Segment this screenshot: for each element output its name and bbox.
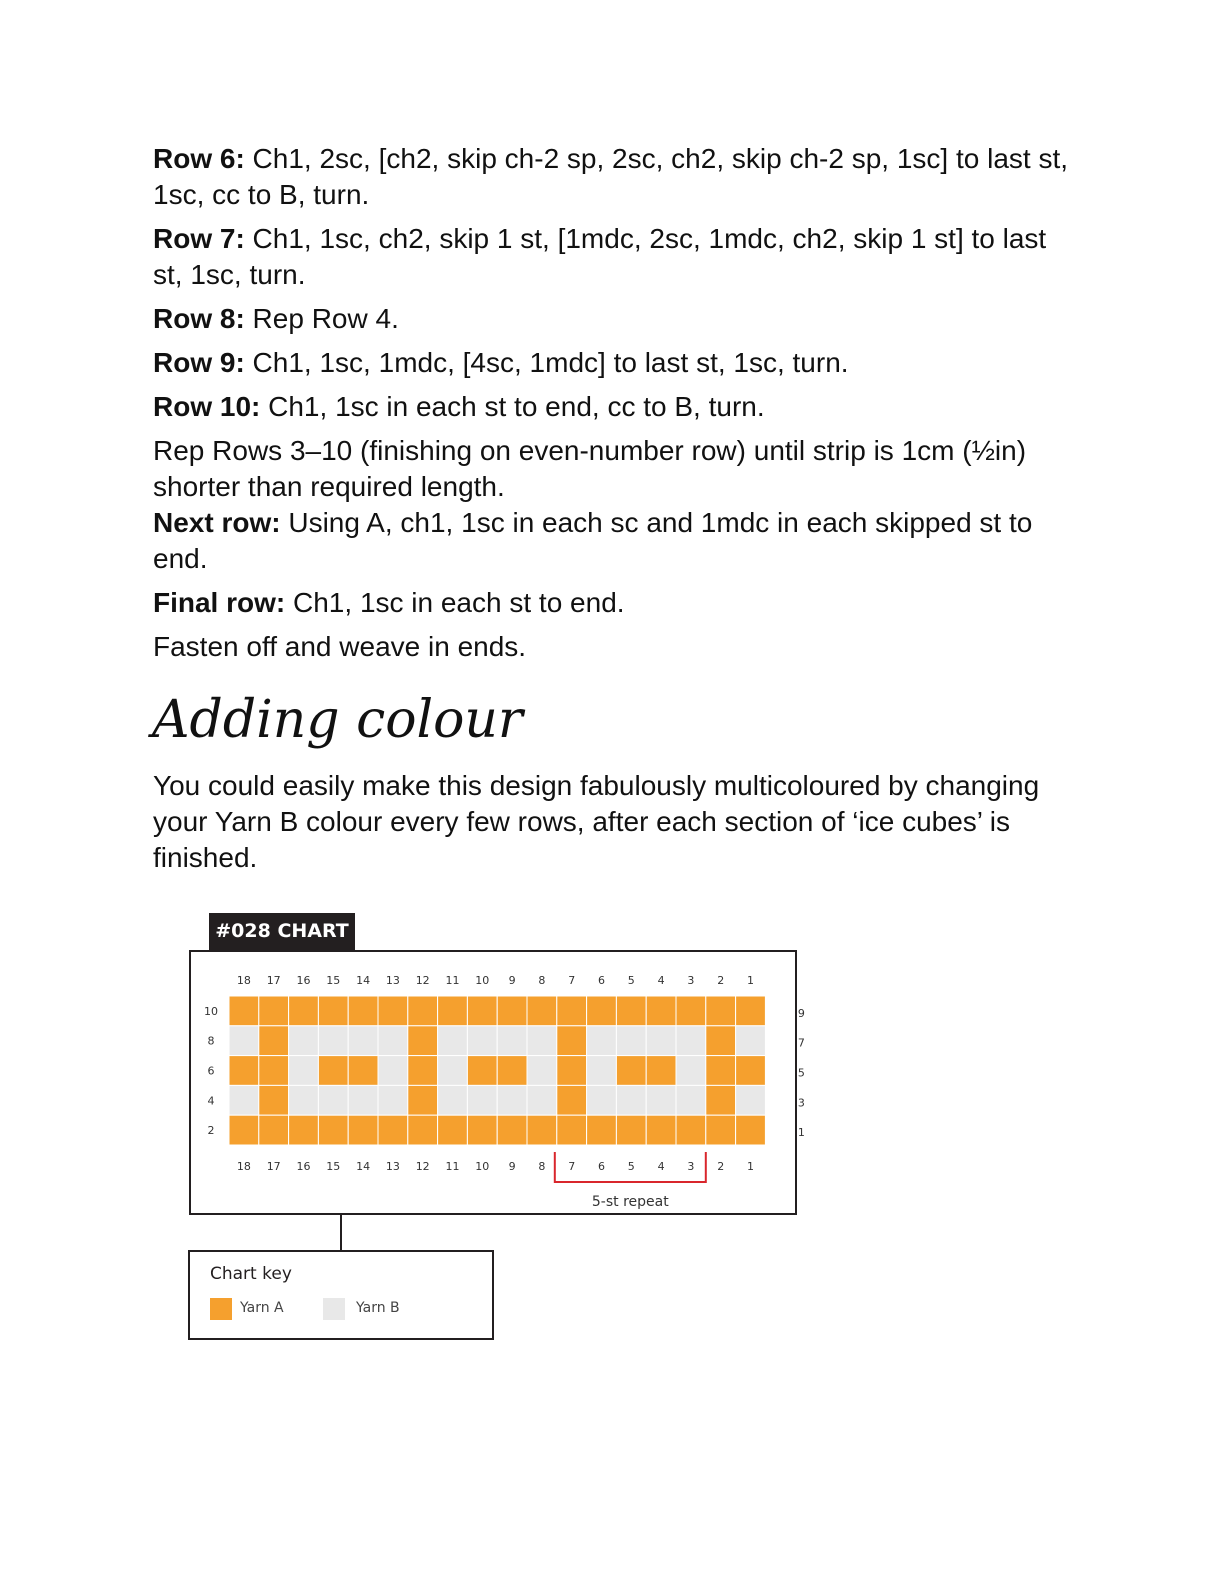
stitch-number-bottom: 15 (326, 1160, 341, 1173)
yarn-a-cell (408, 1026, 438, 1056)
yarn-a-cell (706, 1056, 736, 1086)
yarn-a-cell (378, 1115, 408, 1145)
stitch-number-top: 10 (475, 974, 490, 987)
yarn-b-cell (676, 1026, 706, 1056)
yarn-a-cell (676, 996, 706, 1026)
yarn-b-cell (378, 1026, 408, 1056)
row-9-text: Ch1, 1sc, 1mdc, [4sc, 1mdc] to last st, 1sc, turn. (244, 347, 849, 378)
yarn-b-cell (289, 1085, 319, 1115)
yarn-a-cell (646, 1056, 676, 1086)
row-number-left: 6 (207, 1064, 215, 1078)
yarn-a-cell (408, 1056, 438, 1086)
yarn-a-cell (527, 1115, 557, 1145)
stitch-number-top: 17 (266, 974, 281, 987)
row-10-text: Ch1, 1sc in each st to end, cc to B, turn. (260, 391, 765, 422)
row-number-left: 4 (207, 1094, 215, 1108)
yarn-b-cell (438, 1026, 468, 1056)
stitch-number-bottom: 16 (296, 1160, 311, 1173)
yarn-a-cell (706, 1115, 736, 1145)
yarn-b-swatch (323, 1298, 345, 1320)
yarn-b-cell (318, 1026, 348, 1056)
yarn-a-cell (616, 1056, 646, 1086)
yarn-b-cell (438, 1056, 468, 1086)
row-number-right: 1 (797, 1126, 805, 1140)
yarn-a-cell (646, 1115, 676, 1145)
yarn-a-cell (289, 1115, 319, 1145)
yarn-a-cell (438, 1115, 468, 1145)
stitch-number-top: 14 (356, 974, 371, 987)
yarn-a-cell (229, 1056, 259, 1086)
yarn-a-cell (408, 1115, 438, 1145)
row-10-label: Row 10: (153, 391, 261, 422)
yarn-a-cell (497, 996, 527, 1026)
yarn-a-cell (259, 996, 289, 1026)
row-8-label: Row 8: (153, 303, 245, 334)
yarn-b-cell (378, 1085, 408, 1115)
yarn-b-cell (646, 1026, 676, 1056)
row-8-text: Rep Row 4. (244, 303, 399, 334)
next-row-label: Next row: (153, 507, 281, 538)
final-row-instruction (153, 585, 1073, 621)
yarn-b-cell (587, 1056, 617, 1086)
row-number-left: 10 (204, 1004, 218, 1018)
yarn-b-cell (229, 1026, 259, 1056)
yarn-b-cell (527, 1026, 557, 1056)
stitch-chart (191, 952, 805, 1213)
stitch-number-bottom: 13 (385, 1160, 400, 1173)
yarn-b-cell (736, 1026, 766, 1056)
stitch-number-top: 18 (236, 974, 251, 987)
yarn-b-cell (289, 1026, 319, 1056)
row-number-right: 7 (797, 1036, 805, 1050)
chart-key-title: Chart key (210, 1264, 292, 1284)
section-intro: You could easily make this design fabulously multicoloured by changing your Yarn B colour every few rows, after each section of ‘ice cubes’ is finished. (153, 770, 1040, 873)
row-9-instruction (153, 345, 1073, 381)
stitch-number-bottom: 9 (508, 1160, 516, 1173)
yarn-b-cell (229, 1085, 259, 1115)
chart-title-tab: #028 CHART (209, 913, 355, 950)
stitch-number-top: 11 (445, 974, 460, 987)
stitch-number-top: 6 (598, 974, 605, 987)
yarn-b-cell (736, 1085, 766, 1115)
yarn-a-cell (259, 1115, 289, 1145)
stitch-number-bottom: 12 (415, 1160, 430, 1173)
yarn-b-cell (616, 1085, 646, 1115)
yarn-a-cell (497, 1056, 527, 1086)
stitch-number-top: 8 (538, 974, 546, 987)
yarn-a-cell (378, 996, 408, 1026)
yarn-b-cell (467, 1026, 497, 1056)
yarn-b-cell (378, 1056, 408, 1086)
stitch-number-top: 12 (415, 974, 430, 987)
row-7-instruction (153, 221, 1073, 293)
row-number-left: 8 (207, 1034, 215, 1048)
stitch-number-bottom: 3 (687, 1160, 695, 1173)
next-row-text: Using A, ch1, 1sc in each sc and 1mdc in each skipped st to end. (153, 507, 1033, 574)
yarn-a-cell (616, 1115, 646, 1145)
yarn-a-cell (467, 996, 497, 1026)
yarn-a-cell (557, 996, 587, 1026)
yarn-a-cell (259, 1056, 289, 1086)
stitch-number-top: 3 (687, 974, 695, 987)
yarn-a-cell (438, 996, 468, 1026)
yarn-b-cell (587, 1026, 617, 1056)
final-row-text: Ch1, 1sc in each st to end. (285, 587, 625, 618)
yarn-a-swatch (210, 1298, 232, 1320)
row-6-label: Row 6: (153, 143, 245, 174)
yarn-a-cell (408, 996, 438, 1026)
yarn-a-cell (318, 996, 348, 1026)
row-number-right: 5 (797, 1066, 805, 1080)
stitch-number-bottom: 10 (475, 1160, 490, 1173)
yarn-a-cell (616, 996, 646, 1026)
final-row-label: Final row: (153, 587, 286, 618)
stitch-number-top: 13 (385, 974, 400, 987)
repeat-label: 5-st repeat (591, 1194, 669, 1210)
yarn-a-cell (467, 1056, 497, 1086)
yarn-a-cell (467, 1115, 497, 1145)
stitch-number-bottom: 18 (236, 1160, 251, 1173)
stitch-number-bottom: 2 (717, 1160, 725, 1173)
row-number-right: 3 (797, 1096, 805, 1110)
yarn-a-cell (348, 1115, 378, 1145)
yarn-b-label: Yarn B (356, 1300, 400, 1316)
yarn-a-cell (289, 996, 319, 1026)
yarn-a-cell (557, 1085, 587, 1115)
repeat-instruction: Rep Rows 3–10 (finishing on even-number row) until strip is 1cm (½in) shorter than required length. (153, 435, 1027, 502)
yarn-a-cell (587, 996, 617, 1026)
stitch-number-bottom: 14 (356, 1160, 371, 1173)
yarn-b-cell (289, 1056, 319, 1086)
row-7-text: Ch1, 1sc, ch2, skip 1 st, [1mdc, 2sc, 1mdc, ch2, skip 1 st] to last st, 1sc, turn. (153, 223, 1047, 290)
row-6-text: Ch1, 2sc, [ch2, skip ch-2 sp, 2sc, ch2, skip ch-2 sp, 1sc] to last st, 1sc, cc to B, turn. (153, 143, 1069, 210)
yarn-a-cell (408, 1085, 438, 1115)
yarn-a-cell (497, 1115, 527, 1145)
stitch-number-bottom: 11 (445, 1160, 460, 1173)
chart-key-connector (340, 1215, 342, 1251)
yarn-b-cell (318, 1085, 348, 1115)
yarn-a-cell (348, 996, 378, 1026)
stitch-number-top: 15 (326, 974, 341, 987)
yarn-a-cell (587, 1115, 617, 1145)
stitch-number-top: 4 (657, 974, 665, 987)
row-9-label: Row 9: (153, 347, 245, 378)
fasten-off-instruction: Fasten off and weave in ends. (153, 631, 527, 662)
stitch-number-top: 7 (568, 974, 576, 987)
yarn-a-cell (736, 1115, 766, 1145)
yarn-a-cell (736, 1056, 766, 1086)
yarn-b-cell (616, 1026, 646, 1056)
stitch-number-bottom: 17 (266, 1160, 281, 1173)
yarn-a-cell (646, 996, 676, 1026)
yarn-a-cell (557, 1056, 587, 1086)
stitch-number-top: 16 (296, 974, 311, 987)
yarn-b-cell (467, 1085, 497, 1115)
yarn-a-label: Yarn A (240, 1300, 284, 1316)
stitch-number-bottom: 4 (657, 1160, 665, 1173)
stitch-number-top: 9 (508, 974, 516, 987)
yarn-b-cell (497, 1085, 527, 1115)
yarn-b-cell (527, 1056, 557, 1086)
chart-frame (189, 950, 805, 1215)
yarn-a-cell (706, 1026, 736, 1056)
yarn-a-cell (318, 1056, 348, 1086)
stitch-number-bottom: 1 (747, 1160, 754, 1173)
stitch-number-top: 5 (627, 974, 635, 987)
stitch-number-bottom: 5 (627, 1160, 635, 1173)
row-7-label: Row 7: (153, 223, 245, 254)
yarn-a-cell (229, 1115, 259, 1145)
stitch-number-top: 1 (747, 974, 754, 987)
yarn-b-cell (646, 1085, 676, 1115)
yarn-a-cell (706, 996, 736, 1026)
yarn-a-cell (318, 1115, 348, 1145)
stitch-number-bottom: 8 (538, 1160, 546, 1173)
row-number-left: 2 (207, 1124, 215, 1138)
pattern-instructions (153, 141, 1073, 673)
yarn-b-cell (676, 1085, 706, 1115)
yarn-a-cell (557, 1026, 587, 1056)
yarn-a-cell (676, 1115, 706, 1145)
chart-key (188, 1250, 494, 1340)
yarn-a-cell (736, 996, 766, 1026)
stitch-number-top: 2 (717, 974, 725, 987)
next-row-instruction (153, 505, 1073, 577)
yarn-b-cell (527, 1085, 557, 1115)
stitch-number-bottom: 7 (568, 1160, 576, 1173)
row-6-instruction (153, 141, 1073, 213)
row-10-instruction (153, 389, 1073, 425)
yarn-b-cell (348, 1085, 378, 1115)
section-heading: Adding colour (152, 690, 523, 750)
row-8-instruction (153, 301, 1073, 337)
yarn-a-cell (348, 1056, 378, 1086)
yarn-b-cell (587, 1085, 617, 1115)
yarn-a-cell (259, 1026, 289, 1056)
yarn-a-cell (229, 996, 259, 1026)
yarn-a-cell (259, 1085, 289, 1115)
yarn-b-cell (676, 1056, 706, 1086)
yarn-a-cell (706, 1085, 736, 1115)
yarn-b-cell (497, 1026, 527, 1056)
stitch-number-bottom: 6 (598, 1160, 605, 1173)
yarn-a-cell (527, 996, 557, 1026)
yarn-b-cell (438, 1085, 468, 1115)
yarn-b-cell (348, 1026, 378, 1056)
row-number-right: 9 (797, 1006, 805, 1020)
yarn-a-cell (557, 1115, 587, 1145)
